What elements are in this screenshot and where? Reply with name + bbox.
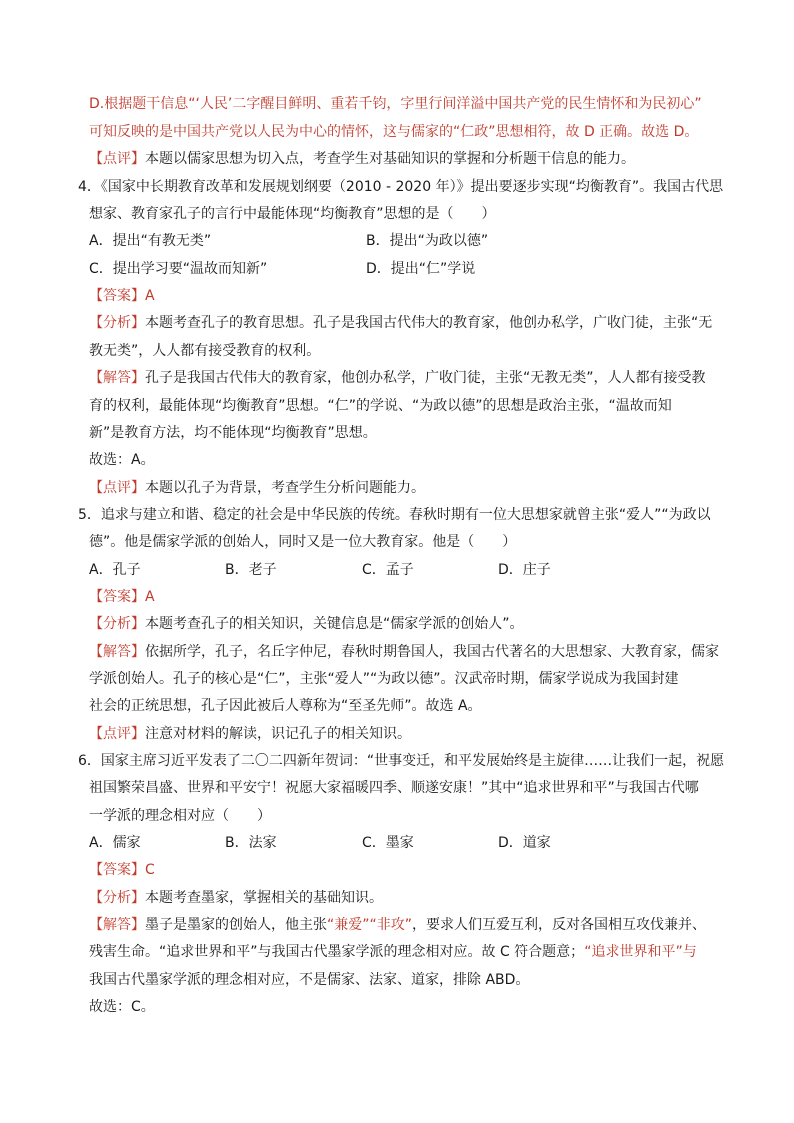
review-tag: 【点评】 [89, 480, 145, 496]
q3-option-d-explanation [89, 94, 702, 114]
q5-stem-line2: 德”。他是儒家学派的创始人，同时又是一位大教育家。他是（ ） [89, 534, 517, 550]
solution-tag: 【解答】 [89, 644, 145, 660]
review-text: 本题以孔子为背景，考查学生分析问题能力。 [145, 480, 425, 496]
q4-review [89, 478, 425, 498]
q4-option-d: D．提出“仁”学说 [366, 261, 476, 277]
review-text: 注意对材料的解读，识记孔子的相关知识。 [145, 726, 411, 742]
q5-option-a: A．孔子 [89, 562, 141, 578]
q4-solution [89, 368, 706, 388]
answer-tag: 【答案】 [89, 288, 145, 304]
q4-option-a: A．提出“有教无类” [89, 233, 212, 249]
solution-text-2: ，要求人们互爱互利，反对各国相互攻伐兼并、 [412, 917, 707, 933]
solution-text: 孔子是我国古代伟大的教育家，他创办私学，广收门徒，主张“无教无类”，人人都有接受教 [145, 370, 706, 386]
q3-d-line2: 可知反映的是中国共产党以人民为中心的情怀，这与儒家的“仁政”思想相符，故 D 正确。故选 D。 [89, 124, 699, 140]
q6-option-a: A．儒家 [89, 835, 141, 851]
solution-text-3: 残害生命。“追求世界和平”与我国古代墨家学派的理念相对应。故 C 符合题意； [89, 944, 585, 960]
q5-solution [89, 642, 719, 662]
q5-solution-line3: 社会的正统思想，孔子因此被后人尊称为“至圣先师”。故选 A。 [89, 698, 482, 714]
answer-tag: 【答案】 [89, 589, 145, 605]
q6-option-b: B．法家 [225, 835, 277, 851]
analysis-tag: 【分析】 [89, 890, 145, 906]
q4-answer [89, 286, 155, 306]
q4-stem-line2: 想家、教育家孔子的言行中最能体现“均衡教育”思想的是（ ） [89, 206, 496, 222]
q5-option-b: B．老子 [225, 562, 277, 578]
q3-d-prefix: D.根据题干信息 [89, 96, 189, 112]
q5-stem-line1: 5．追求与建立和谐、稳定的社会是中华民族的传统。春秋时期有一位大思想家就曾主张“爱人”“为政以 [78, 507, 711, 523]
q4-solution-line2: 育的权利，最能体现“均衡教育”思想。“仁”的学说、“为政以德”的思想是政治主张，“温故而知 [89, 398, 672, 414]
q4-analysis [89, 313, 712, 333]
q4-analysis-line2: 教无类”，人人都有接受教育的权利。 [89, 343, 321, 359]
q4-solution-line3: 新”是教育方法，均不能体现“均衡教育”思想。 [89, 425, 377, 441]
answer-tag: 【答案】 [89, 862, 145, 878]
q4-stem-line1: 4．《国家中长期教育改革和发展规划纲要（2010 - 2020 年）》提出要逐步实现“均衡教育”。我国古代思 [78, 179, 724, 195]
solution-tag: 【解答】 [89, 370, 145, 386]
review-tag: 【点评】 [89, 726, 145, 742]
q6-solution-line2 [89, 942, 697, 962]
analysis-tag: 【分析】 [89, 616, 145, 632]
q5-solution-line2: 学派创始人。孔子的核心是“仁”，主张“爱人”“为政以德”。汉武帝时期，儒家学说成为我国封建 [89, 671, 679, 687]
q4-option-b: B．提出“为政以德” [366, 233, 489, 249]
solution-highlight-2: “追求世界和平”与 [584, 944, 697, 960]
q6-option-d: D．道家 [498, 835, 551, 851]
q5-review [89, 724, 411, 744]
answer-value: C [145, 862, 155, 878]
q4-option-c: C．提出学习要“温故而知新” [89, 261, 268, 277]
q6-stem-line1: 6．国家主席习近平发表了二〇二四新年贺词：“世事变迁，和平发展始终是主旋律……让我们一起，祝愿 [78, 753, 725, 769]
solution-highlight-1: “兼爱”“非攻” [327, 917, 413, 933]
q5-option-d: D．庄子 [498, 562, 551, 578]
q6-solution-line3: 我国古代墨家学派的理念相对应，不是儒家、法家、道家，排除 ABD。 [89, 972, 530, 988]
q6-answer [89, 860, 155, 880]
q3-d-quote: “‘人民’二字醒目鲜明、重若千钧，字里行间洋溢中国共产党的民生情怀和为民初心” [188, 96, 702, 112]
analysis-text: 本题考查孔子的相关知识，关键信息是“儒家学派的创始人”。 [145, 616, 524, 632]
solution-text: 依据所学，孔子，名丘字仲尼，春秋时期鲁国人，我国古代著名的大思想家、大教育家，儒家 [145, 644, 719, 660]
solution-tag: 【解答】 [89, 917, 145, 933]
q5-option-c: C．孟子 [362, 562, 414, 578]
q6-stem-line3: 一学派的理念相对应（ ） [89, 808, 271, 824]
q6-option-c: C．墨家 [362, 835, 414, 851]
q5-answer [89, 587, 155, 607]
review-tag: 【点评】 [89, 151, 145, 167]
answer-value: A [145, 288, 155, 304]
q6-solution [89, 915, 706, 935]
analysis-text: 本题考查孔子的教育思想。孔子是我国古代伟大的教育家，他创办私学，广收门徒，主张“无 [145, 315, 713, 331]
q4-choose: 故选：A。 [89, 452, 155, 468]
solution-text-1: 墨子是墨家的创始人，他主张 [145, 917, 327, 933]
analysis-tag: 【分析】 [89, 315, 145, 331]
answer-value: A [145, 589, 155, 605]
q5-analysis [89, 614, 524, 634]
q6-stem-line2: 祖国繁荣昌盛、世界和平安宁！祝愿大家福暖四季、顺遂安康！”其中“追求世界和平”与我国古代哪 [89, 780, 699, 796]
q3-review [89, 149, 635, 169]
q6-choose: 故选：C。 [89, 999, 155, 1015]
q6-analysis [89, 888, 383, 908]
analysis-text: 本题考查墨家，掌握相关的基础知识。 [145, 890, 383, 906]
review-text: 本题以儒家思想为切入点，考查学生对基础知识的掌握和分析题干信息的能力。 [145, 151, 635, 167]
